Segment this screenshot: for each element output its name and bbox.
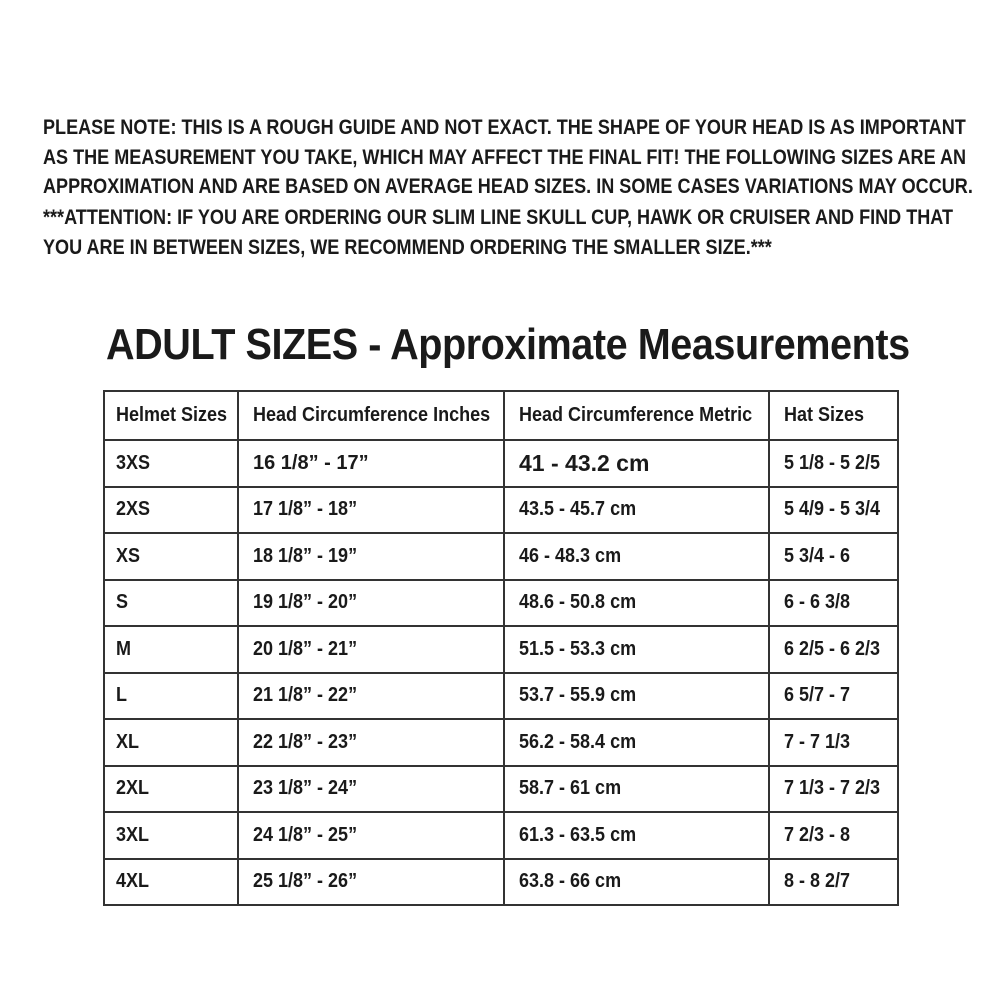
inches-cell: [238, 719, 504, 766]
header-circumference-inches: [238, 391, 504, 440]
metric-cell: [504, 673, 769, 720]
cell-value: 61.3 - 63.5 cm: [519, 823, 637, 846]
cell-value: 43.5 - 45.7 cm: [519, 498, 637, 521]
please-note-paragraph: [43, 113, 973, 202]
table-row: [104, 673, 898, 720]
cell-value: 8 - 8 2/7: [784, 870, 851, 893]
inches-cell: [238, 859, 504, 906]
metric-cell: [504, 812, 769, 859]
cell-value: 7 1/3 - 7 2/3: [784, 777, 881, 800]
header-label: Hat Sizes: [784, 404, 865, 426]
hat-size-cell: [769, 673, 898, 720]
table-header-row: [104, 391, 898, 440]
hat-size-cell: [769, 859, 898, 906]
cell-value: 25 1/8” - 26”: [253, 870, 358, 893]
cell-value: 2XL: [116, 777, 150, 800]
helmet-size-cell: [104, 440, 238, 487]
hat-size-cell: [769, 580, 898, 627]
inches-cell: [238, 626, 504, 673]
cell-value: L: [116, 684, 127, 707]
note-line: ***ATTENTION: IF YOU ARE ORDERING OUR SLIM LINE SKULL CUP, HAWK OR CRUISER AND FIND THAT: [43, 206, 954, 229]
cell-value: 5 4/9 - 5 3/4: [784, 498, 881, 521]
hat-size-cell: [769, 766, 898, 813]
header-label: Head Circumference Inches: [253, 404, 491, 426]
cell-value: 58.7 - 61 cm: [519, 777, 622, 800]
cell-value: 16 1/8” - 17”: [253, 451, 369, 474]
inches-cell: [238, 440, 504, 487]
cell-value: 2XS: [116, 498, 151, 521]
helmet-size-cell: [104, 812, 238, 859]
hat-size-cell: [769, 487, 898, 534]
hat-size-cell: [769, 719, 898, 766]
attention-paragraph: [43, 203, 953, 262]
cell-value: M: [116, 637, 132, 660]
hat-size-cell: [769, 533, 898, 580]
cell-value: 7 2/3 - 8: [784, 823, 851, 846]
inches-cell: [238, 766, 504, 813]
table-row: [104, 766, 898, 813]
metric-cell: [504, 626, 769, 673]
table-row: [104, 580, 898, 627]
helmet-size-cell: [104, 766, 238, 813]
metric-cell: [504, 859, 769, 906]
cell-value: 17 1/8” - 18”: [253, 498, 358, 521]
cell-value: 4XL: [116, 870, 150, 893]
cell-value: 18 1/8” - 19”: [253, 544, 358, 567]
cell-value: 6 2/5 - 6 2/3: [784, 637, 881, 660]
helmet-size-cell: [104, 626, 238, 673]
metric-cell: [504, 533, 769, 580]
note-line: APPROXIMATION AND ARE BASED ON AVERAGE HEAD SIZES. IN SOME CASES VARIATIONS MAY OCCUR.: [43, 175, 973, 198]
inches-cell: [238, 812, 504, 859]
cell-value: 22 1/8” - 23”: [253, 730, 358, 753]
metric-cell: [504, 719, 769, 766]
note-line: PLEASE NOTE: THIS IS A ROUGH GUIDE AND NOT EXACT. THE SHAPE OF YOUR HEAD IS AS IMPORTANT: [43, 116, 966, 139]
cell-value: 3XL: [116, 823, 150, 846]
metric-cell: [504, 580, 769, 627]
cell-value: 53.7 - 55.9 cm: [519, 684, 637, 707]
cell-value: 41 - 43.2 cm: [519, 449, 650, 476]
table-row: [104, 859, 898, 906]
table-row: [104, 719, 898, 766]
header-helmet-sizes: [104, 391, 238, 440]
hat-size-cell: [769, 626, 898, 673]
note-line: AS THE MEASUREMENT YOU TAKE, WHICH MAY AFFECT THE FINAL FIT! THE FOLLOWING SIZES ARE AN: [43, 145, 967, 169]
table-row: [104, 440, 898, 487]
cell-value: 21 1/8” - 22”: [253, 684, 358, 707]
header-hat-sizes: [769, 391, 898, 440]
cell-value: S: [116, 591, 129, 614]
header-label: Head Circumference Metric: [519, 404, 753, 426]
cell-value: 19 1/8” - 20”: [253, 591, 358, 614]
header-circumference-metric: [504, 391, 769, 440]
inches-cell: [238, 487, 504, 534]
cell-value: 6 - 6 3/8: [784, 591, 851, 614]
note-line: YOU ARE IN BETWEEN SIZES, WE RECOMMEND ORDERING THE SMALLER SIZE.***: [43, 235, 772, 259]
cell-value: 6 5/7 - 7: [784, 684, 851, 707]
cell-value: 23 1/8” - 24”: [253, 777, 358, 800]
cell-value: 24 1/8” - 25”: [253, 823, 358, 846]
hat-size-cell: [769, 812, 898, 859]
inches-cell: [238, 580, 504, 627]
cell-value: 3XS: [116, 451, 151, 474]
table-row: [104, 533, 898, 580]
helmet-size-cell: [104, 533, 238, 580]
table-row: [104, 812, 898, 859]
metric-cell: [504, 766, 769, 813]
table-row: [104, 487, 898, 534]
cell-value: 51.5 - 53.3 cm: [519, 637, 637, 660]
cell-value: 20 1/8” - 21”: [253, 637, 358, 660]
cell-value: 56.2 - 58.4 cm: [519, 730, 637, 753]
metric-cell: [504, 440, 769, 487]
helmet-size-cell: [104, 673, 238, 720]
inches-cell: [238, 673, 504, 720]
page-title: ADULT SIZES - Approximate Measurements: [106, 320, 910, 369]
cell-value: XS: [116, 544, 141, 567]
adult-sizes-table: [103, 390, 899, 906]
cell-value: XL: [116, 730, 140, 753]
cell-value: 7 - 7 1/3: [784, 730, 851, 753]
cell-value: 46 - 48.3 cm: [519, 544, 622, 567]
cell-value: 5 3/4 - 6: [784, 544, 851, 567]
header-label: Helmet Sizes: [116, 404, 228, 426]
cell-value: 63.8 - 66 cm: [519, 870, 622, 893]
helmet-size-cell: [104, 859, 238, 906]
cell-value: 48.6 - 50.8 cm: [519, 591, 637, 614]
helmet-size-cell: [104, 487, 238, 534]
helmet-size-cell: [104, 580, 238, 627]
hat-size-cell: [769, 440, 898, 487]
helmet-size-cell: [104, 719, 238, 766]
metric-cell: [504, 487, 769, 534]
inches-cell: [238, 533, 504, 580]
cell-value: 5 1/8 - 5 2/5: [784, 451, 881, 474]
table-row: [104, 626, 898, 673]
